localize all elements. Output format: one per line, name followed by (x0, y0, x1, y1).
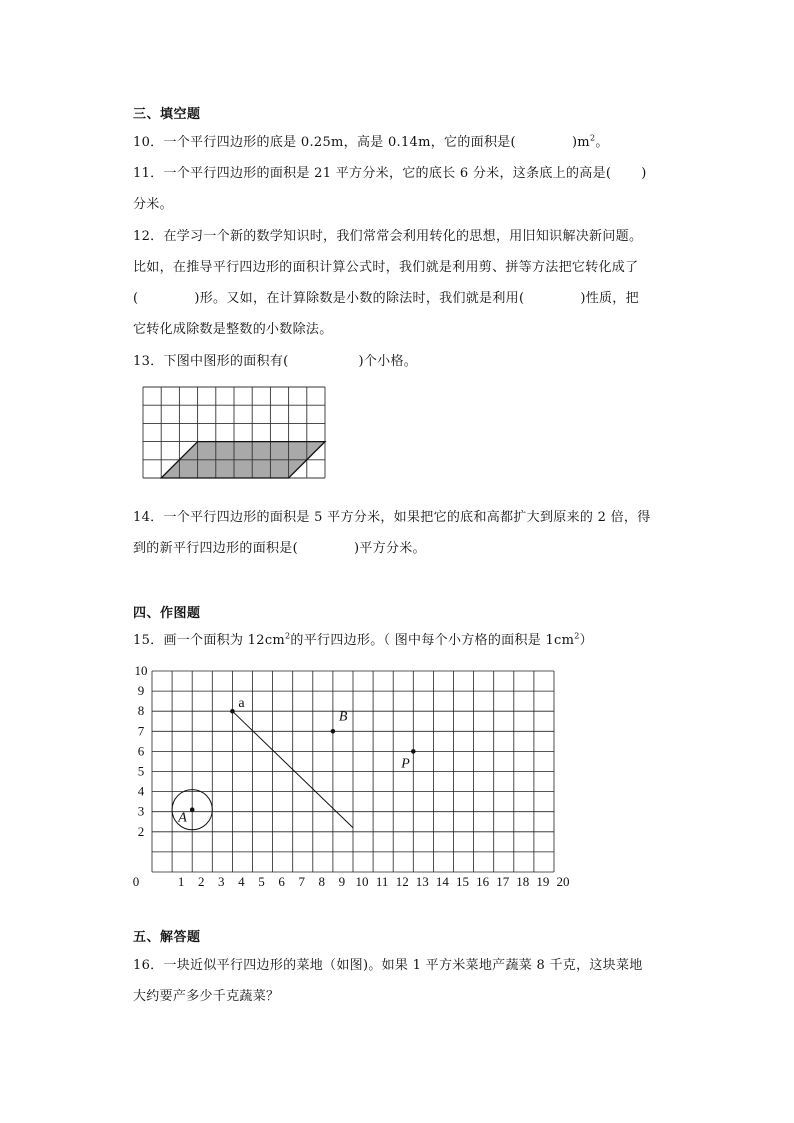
x-axis-tick-label: 15 (456, 874, 469, 889)
question-10: 10．一个平行四边形的底是 0.25m，高是 0.14m，它的面积是( )$m^2$。 (133, 133, 609, 150)
question-11-line2: 分米。 (133, 197, 173, 212)
y-axis-tick-label: 8 (137, 703, 145, 719)
y-axis-tick-label: 10 (134, 663, 148, 678)
section-heading-solve: 五、解答题 (133, 930, 201, 945)
x-axis-tick-label: 2 (197, 874, 205, 889)
question-15: 15．画一个面积为 $12cm^2$的平行四边形。（ 图中每个小方格的面积是 $1cm^2$） (133, 631, 593, 648)
x-axis-tick-label: 9 (338, 874, 346, 889)
y-axis-tick-label: 4 (137, 783, 145, 799)
question-12: 12．在学习一个新的数学知识时，我们常常会利用转化的思想，用旧知识解决新问题。 (133, 229, 643, 244)
point-b-dot (331, 729, 336, 734)
y-axis-tick-label: 5 (137, 763, 145, 779)
question-12-line4: 它转化成除数是整数的小数除法。 (133, 322, 333, 337)
question-12-line3: ( )形。又如，在计算除数是小数的除法时，我们就是利用( )性质，把 (133, 291, 639, 306)
point-p-dot (411, 749, 416, 754)
y-axis-tick-label: 7 (137, 723, 145, 739)
point-a-label: a (238, 696, 245, 712)
question-16: 16．一块近似平行四边形的菜地（如图)。如果 1 平方米菜地产蔬菜 8 千克，这块菜地 (133, 958, 643, 973)
x-axis-tick-label: 10 (355, 874, 369, 889)
point-a-dot (190, 807, 195, 812)
question-16-line2: 大约要产多少千克蔬菜？ (133, 989, 280, 1004)
x-axis-tick-label: 8 (318, 874, 326, 889)
section-heading-drawing: 四、作图题 (133, 606, 201, 621)
question-13-grid-figure (142, 386, 328, 482)
y-axis-tick-label: 3 (137, 803, 145, 819)
x-axis-tick-label: 11 (375, 874, 389, 889)
y-axis-tick-label: 9 (137, 683, 145, 699)
x-axis-tick-label: 12 (395, 874, 409, 889)
point-p-label: P (401, 756, 410, 772)
x-axis-tick-label: 19 (536, 874, 550, 889)
point-b-label: B (338, 709, 348, 725)
question-11: 11．一个平行四边形的面积是 21 平方分米，它的底长 6 分米，这条底上的高是( ) (133, 166, 647, 181)
x-axis-tick-label: 14 (435, 874, 449, 889)
x-axis-tick-label: 7 (298, 874, 305, 889)
x-axis-tick-label: 18 (516, 874, 530, 889)
question-14: 14．一个平行四边形的面积是 5 平方分米，如果把它的底和高都扩大到原来的 2 倍，得 (133, 510, 651, 525)
section-heading-fill-blank: 三、填空题 (133, 107, 201, 122)
x-axis-tick-label: 6 (278, 874, 285, 889)
x-axis-tick-label: 3 (218, 874, 225, 889)
question-12-line2: 比如，在推导平行四边形的面积计算公式时，我们就是利用剪、拼等方法把它转化成了 (133, 260, 639, 275)
question-15-coordinate-grid (128, 658, 570, 889)
x-axis-tick-label: 20 (556, 874, 570, 889)
x-axis-tick-label: 0 (132, 874, 140, 889)
y-axis-tick-label: 2 (137, 823, 145, 839)
point-a-label: A (178, 810, 187, 826)
question-13: 13．下图中图形的面积有( )个小格。 (133, 354, 418, 369)
question-14-line2: 到的新平行四边形的面积是( )平方分米。 (133, 541, 426, 556)
y-axis-tick-label: 6 (137, 743, 145, 759)
x-axis-tick-label: 13 (415, 874, 429, 889)
point-a-dot (230, 709, 235, 714)
x-axis-tick-label: 16 (476, 874, 490, 889)
x-axis-tick-label: 4 (238, 874, 245, 889)
x-axis-tick-label: 1 (177, 874, 185, 889)
x-axis-tick-label: 17 (496, 874, 510, 889)
x-axis-tick-label: 5 (258, 874, 265, 889)
